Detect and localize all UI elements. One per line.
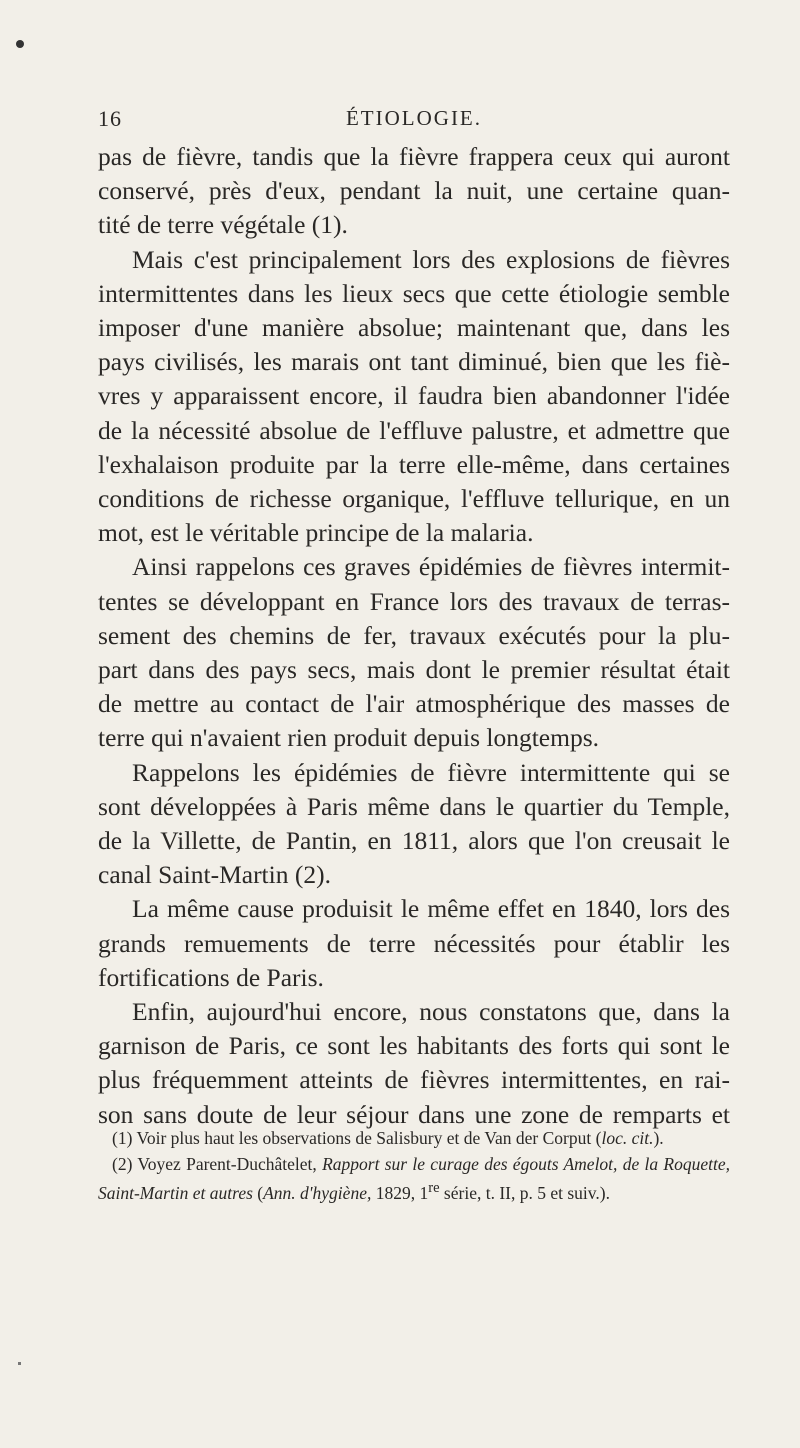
footnote-2-report-title: Rapport sur le curage des égouts Amelot, de la Roquette, Saint-Martin et autres — [98, 1154, 730, 1203]
page-header — [98, 106, 730, 136]
body-text — [98, 140, 730, 1132]
text-line: La même cause produisit le même effet en 1840, lors des — [132, 894, 730, 924]
text-line: tentes se développant en France lors des travaux de terras- — [98, 586, 730, 616]
text-line: part dans des pays secs, mais dont le premier résultat était — [98, 655, 730, 685]
paper-speck — [18, 1362, 21, 1365]
text-line: Rappelons les épidémies de fièvre intermittente qui se — [132, 757, 730, 787]
text-line: pas de fièvre, tandis que la fièvre frappera ceux qui auront — [98, 142, 730, 171]
text-line: de la nécessité absolue de l'effluve palustre, et admettre que — [98, 415, 730, 445]
text-line: intermittentes dans les lieux secs que cette étiologie semble — [98, 278, 730, 308]
footnote-2-label: (2) — [112, 1154, 133, 1174]
text-line: garnison de Paris, ce sont les habitants des forts qui sont le — [98, 1031, 730, 1061]
text-line: imposer d'une manière absolue; maintenant que, dans les — [98, 313, 730, 343]
footnote-2-text-d: série, t. II, p. 5 et suiv.). — [439, 1182, 610, 1203]
text-line: tité de terre végétale (1). — [98, 210, 348, 240]
footnote-1-text: Voir plus haut les observations de Salisbury et de Van der Corput ( — [132, 1128, 602, 1148]
text-line: pays civilisés, les marais ont tant diminué, bien que les fiè- — [98, 347, 730, 377]
footnote-2-text-c: 1829, 1 — [371, 1182, 429, 1203]
footnote-1-label: (1) — [112, 1128, 133, 1148]
binding-dot-mark — [16, 40, 24, 48]
text-line: plus fréquemment atteints de fièvres intermittentes, en rai- — [98, 1065, 730, 1095]
text-line: de la Villette, de Pantin, en 1811, alors que l'on creusait le — [98, 826, 730, 856]
text-line: Enfin, aujourd'hui encore, nous constatons que, dans la — [132, 997, 730, 1027]
text-line: conditions de richesse organique, l'effluve tellurique, en un — [98, 484, 730, 514]
footnote-2-text-a: Voyez Parent-Duchâtelet, — [132, 1154, 323, 1174]
text-line: terre qui n'avaient rien produit depuis longtemps. — [98, 723, 600, 753]
footnote-1 — [98, 1126, 730, 1150]
text-line: son sans doute de leur séjour dans une zone de remparts et — [98, 1099, 730, 1129]
text-line: Ainsi rappelons ces graves épidémies de fièvres intermit- — [132, 552, 730, 582]
text-line: de mettre au contact de l'air atmosphérique des masses de — [98, 689, 730, 719]
text-line: grands remuements de terre nécessités pour établir les — [98, 928, 730, 958]
page-number: 16 — [98, 106, 122, 131]
text-line: sement des chemins de fer, travaux exécutés pour la plu- — [98, 620, 730, 650]
text-line: l'exhalaison produite par la terre elle-même, dans certaines — [98, 449, 730, 479]
text-line: conservé, près d'eux, pendant la nuit, une certaine quan- — [98, 176, 730, 206]
footnote-1-tail: ). — [653, 1128, 664, 1148]
footnote-2 — [98, 1152, 730, 1205]
text-line: mot, est le véritable principe de la malaria. — [98, 518, 534, 548]
footnote-1-italic: loc. cit. — [601, 1128, 654, 1148]
text-line: sont développées à Paris même dans le quartier du Temple, — [98, 791, 730, 821]
footnotes — [98, 1126, 730, 1207]
footnote-2-journal: Ann. d'hygiène, — [263, 1182, 372, 1203]
running-head: ÉTIOLOGIE. — [345, 106, 483, 130]
footnote-2-text-b: ( — [252, 1182, 264, 1203]
text-line: vres y apparaissent encore, il faudra bien abandonner l'idée — [98, 381, 730, 411]
text-line: Mais c'est principalement lors des explosions de fièvres — [132, 244, 730, 274]
text-line: canal Saint-Martin (2). — [98, 860, 331, 890]
footnote-2-sup: re — [428, 1180, 440, 1196]
text-line: fortifications de Paris. — [98, 962, 324, 992]
